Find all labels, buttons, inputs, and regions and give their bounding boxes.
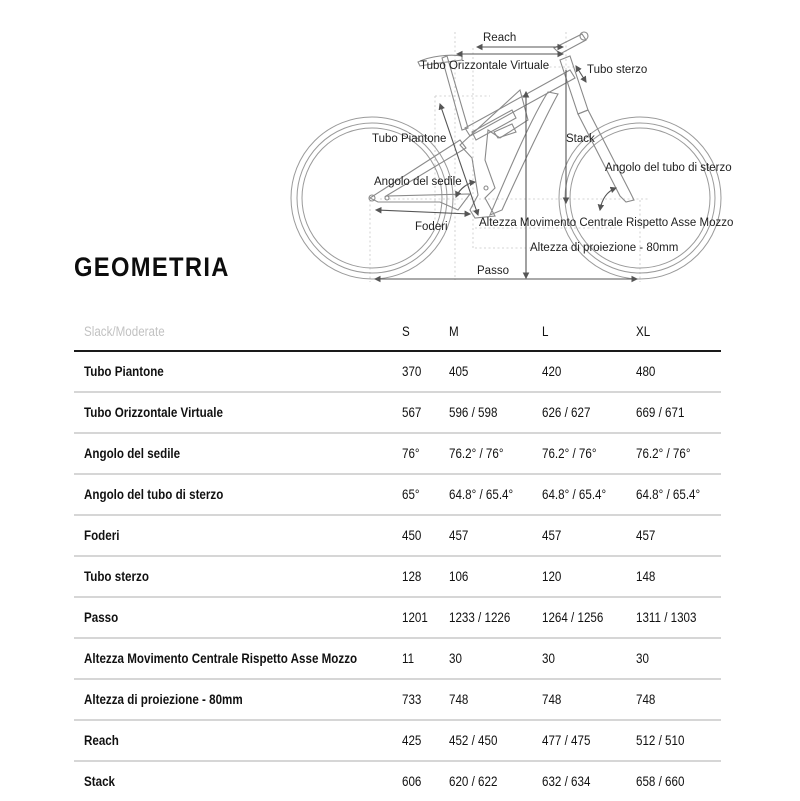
table-row: [74, 392, 721, 433]
cell-value-size-s: 733: [402, 679, 450, 720]
cell-value-size-l: 64.8° / 65.4°: [542, 474, 636, 515]
column-header-size-l: L: [542, 312, 636, 351]
cell-value-size-l: 76.2° / 76°: [542, 433, 636, 474]
row-label: Altezza Movimento Centrale Rispetto Asse Mozzo: [74, 638, 402, 679]
cell-value-size-m: 457: [449, 515, 542, 556]
geometry-table: [74, 312, 721, 801]
cell-value-size-s: 567: [402, 392, 450, 433]
cell-value-size-xl: 30: [636, 638, 721, 679]
label-passo: Passo: [477, 265, 509, 277]
row-label: Tubo Piantone: [74, 351, 402, 392]
table-row: [74, 515, 721, 556]
label-angolo-tubo-sterzo: Angolo del tubo di sterzo: [605, 162, 732, 174]
row-label: Passo: [74, 597, 402, 638]
column-header-geometry-setting: Slack/Moderate: [74, 312, 402, 351]
row-label: Tubo sterzo: [74, 556, 402, 597]
table-header-row: [74, 312, 721, 351]
cell-value-size-xl: 64.8° / 65.4°: [636, 474, 721, 515]
table-row: [74, 720, 721, 761]
cell-value-size-s: 76°: [402, 433, 450, 474]
label-reach: Reach: [483, 32, 517, 44]
label-altezza-movimento-centrale: Altezza Movimento Centrale Rispetto Asse Mozzo: [479, 217, 734, 229]
column-header-size-xl: XL: [636, 312, 721, 351]
cell-value-size-m: 405: [449, 351, 542, 392]
label-altezza-proiezione: Altezza di proiezione - 80mm: [530, 242, 679, 254]
label-stack: Stack: [566, 133, 595, 145]
cell-value-size-xl: 669 / 671: [636, 392, 721, 433]
row-label: Stack: [84, 774, 115, 789]
table-row: [74, 433, 721, 474]
cell-value-size-l: 748: [542, 679, 636, 720]
cell-value-size-m: 620 / 622: [449, 774, 498, 789]
label-tubo-sterzo: Tubo sterzo: [587, 64, 648, 76]
table-row: [74, 638, 721, 679]
table-row: [74, 761, 721, 801]
table-row: [74, 679, 721, 720]
label-tubo-piantone: Tubo Piantone: [372, 133, 447, 145]
cell-value-size-s: 1201: [402, 597, 450, 638]
cell-value-size-xl: 76.2° / 76°: [636, 433, 721, 474]
cell-value-size-xl: 148: [636, 556, 721, 597]
cell-value-size-l: 626 / 627: [542, 392, 636, 433]
cell-value-size-l: 120: [542, 556, 636, 597]
cell-value-size-xl: 457: [636, 515, 721, 556]
cell-value-size-m: 452 / 450: [449, 720, 542, 761]
cell-value-size-s: 606: [401, 774, 421, 789]
bike-geometry-diagram: [290, 20, 740, 290]
cell-value-size-xl: 480: [636, 351, 721, 392]
label-angolo-sedile: Angolo del sedile: [374, 176, 462, 188]
cell-value-size-l: 457: [542, 515, 636, 556]
table-row: [74, 474, 721, 515]
cell-value-size-l: 30: [542, 638, 636, 679]
table-row: [74, 556, 721, 597]
cell-value-size-l: 420: [542, 351, 636, 392]
cell-value-size-s: 11: [402, 638, 450, 679]
row-label: Angolo del tubo di sterzo: [74, 474, 402, 515]
cell-value-size-xl: 512 / 510: [636, 720, 721, 761]
cell-value-size-m: 64.8° / 65.4°: [449, 474, 542, 515]
label-foderi: Foderi: [415, 221, 448, 233]
cell-value-size-xl: 748: [636, 679, 721, 720]
table-row: [74, 351, 721, 392]
row-label: Tubo Orizzontale Virtuale: [74, 392, 402, 433]
cell-value-size-m: 106: [449, 556, 542, 597]
cell-value-size-m: 76.2° / 76°: [449, 433, 542, 474]
cell-value-size-xl: 658 / 660: [636, 774, 685, 789]
label-tubo-orizzontale-virtuale: Tubo Orizzontale Virtuale: [420, 60, 550, 72]
cell-value-size-m: 748: [449, 679, 542, 720]
row-label: Foderi: [74, 515, 402, 556]
column-header-size-s: S: [402, 312, 450, 351]
cell-value-size-s: 370: [402, 351, 450, 392]
cell-value-size-s: 128: [402, 556, 450, 597]
cell-value-size-m: 1233 / 1226: [449, 597, 542, 638]
row-label: Reach: [74, 720, 402, 761]
cell-value-size-s: 65°: [402, 474, 450, 515]
row-label: Altezza di proiezione - 80mm: [74, 679, 402, 720]
cell-value-size-s: 425: [402, 720, 450, 761]
cell-value-size-m: 30: [449, 638, 542, 679]
cell-value-size-l: 632 / 634: [542, 774, 591, 789]
cell-value-size-s: 450: [402, 515, 450, 556]
page-title: GEOMETRIA: [74, 252, 230, 282]
cell-value-size-l: 1264 / 1256: [542, 597, 636, 638]
cell-value-size-xl: 1311 / 1303: [636, 597, 721, 638]
table-row: [74, 597, 721, 638]
cell-value-size-m: 596 / 598: [449, 392, 542, 433]
row-label: Angolo del sedile: [74, 433, 402, 474]
cell-value-size-l: 477 / 475: [542, 720, 636, 761]
column-header-size-m: M: [449, 312, 542, 351]
